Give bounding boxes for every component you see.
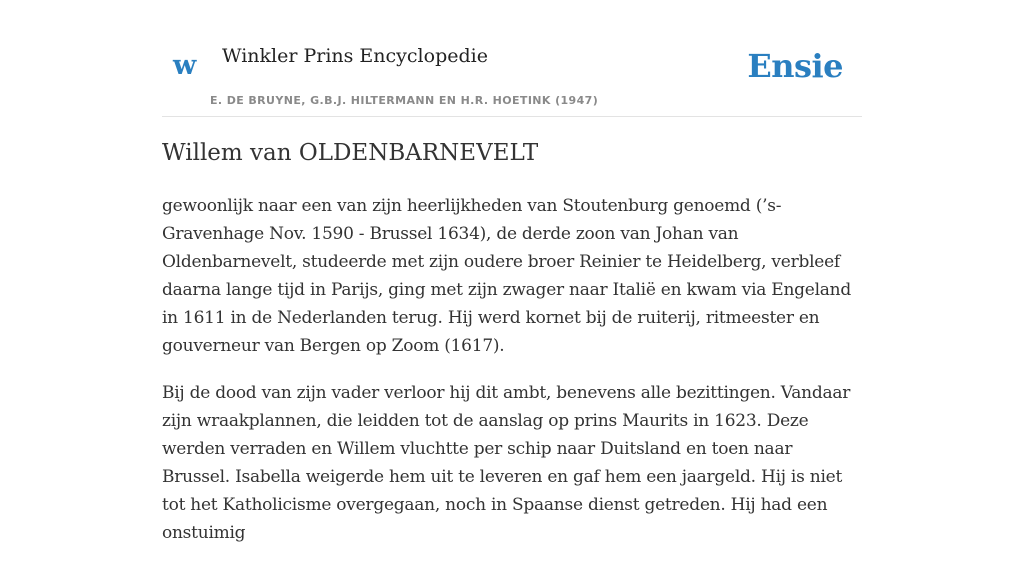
article-title: Willem van OLDENBARNEVELT [162, 140, 539, 166]
page-container [162, 0, 862, 543]
article-paragraph: gewoonlijk naar een van zijn heerlijkheden van Stoutenburg genoemd (’s-Gravenhage Nov. 1590 - Brussel 1634), de derde zoon van Johan van Oldenbarnevelt, studeerde met zijn oudere broer Reinier te Heidelberg, verbleef daarna lange tijd in Parijs, ging met zijn zwager naar Italië en kwam via Engeland in 1611 in de Nederlanden terug. Hij werd kornet bij de ruiterij, ritmeester en gouverneur van Bergen op Zoom (1617). [162, 196, 852, 356]
winkler-prins-logo[interactable]: w [173, 50, 197, 81]
site-title[interactable]: Winkler Prins Encyclopedie [222, 45, 488, 67]
article-body [162, 192, 862, 566]
ensie-logo[interactable]: Ensie [747, 47, 843, 85]
site-header [162, 0, 862, 117]
article-paragraph: Bij de dood van zijn vader verloor hij dit ambt, benevens alle bezittingen. Vandaar zijn wraakplannen, die leidden tot de aanslag op prins Maurits in 1623. Deze werden verraden en Willem vluchtte per schip naar Duitsland en toen naar Brussel. Isabella weigerde hem uit te leveren en gaf hem een jaargeld. Hij is niet tot het Katholicisme overgegaan, noch in Spaanse dienst getreden. Hij had een onstuimig [162, 383, 851, 543]
site-subtitle: E. DE BRUYNE, G.B.J. HILTERMANN EN H.R. HOETINK (1947) [210, 94, 599, 107]
